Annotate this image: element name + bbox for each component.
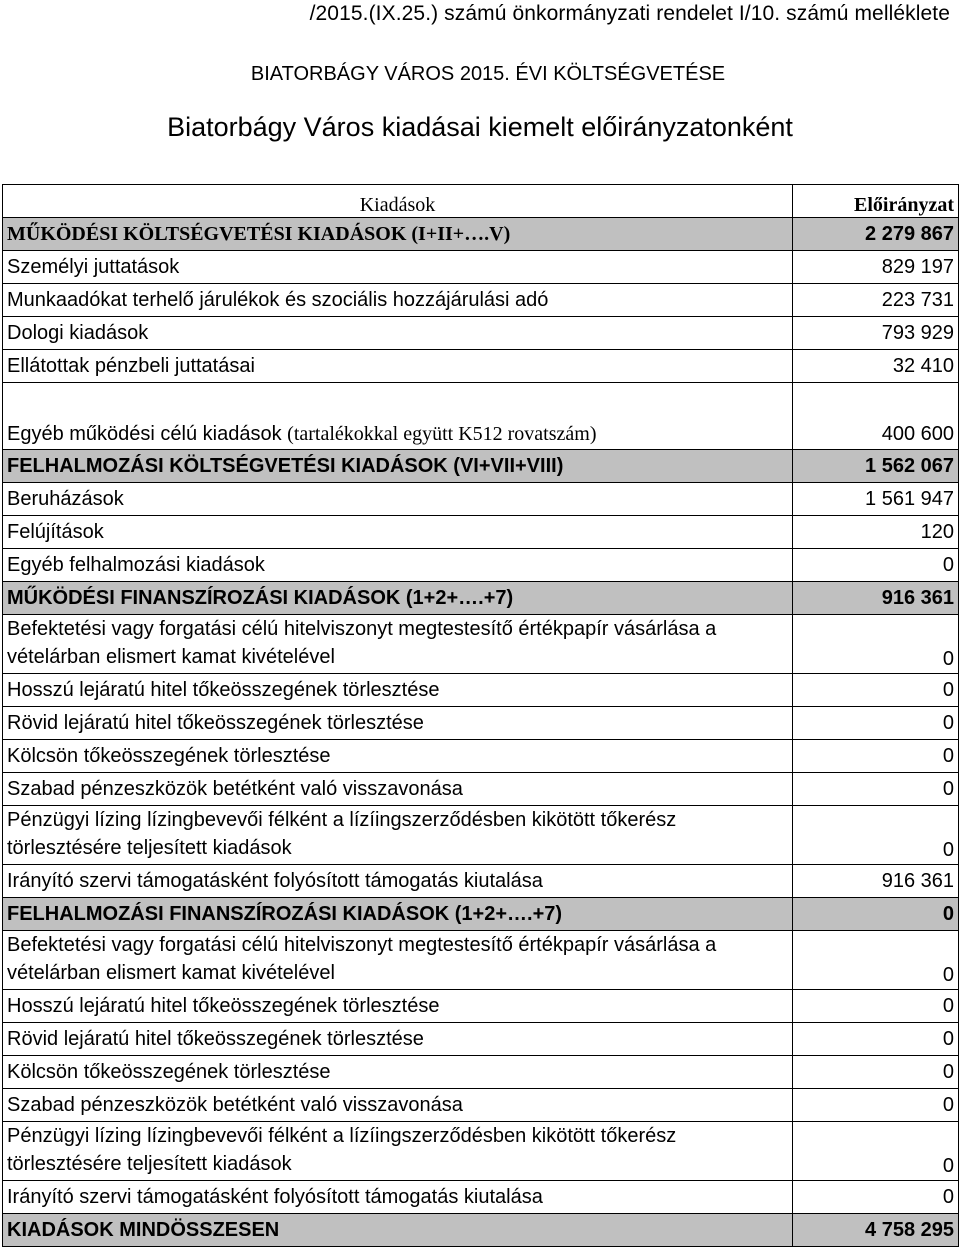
table-row bbox=[3, 865, 959, 898]
table-row bbox=[3, 615, 959, 674]
row-label: Szabad pénzeszközök betétként való visszavonása bbox=[3, 1089, 793, 1122]
row-amount: 0 bbox=[793, 931, 959, 990]
row-label: Szabad pénzeszközök betétként való visszavonása bbox=[3, 773, 793, 806]
row-amount: 793 929 bbox=[793, 317, 959, 350]
table-header-row bbox=[3, 185, 959, 218]
row-amount: 0 bbox=[793, 615, 959, 674]
row-label: FELHALMOZÁSI KÖLTSÉGVETÉSI KIADÁSOK (VI+VII+VIII) bbox=[3, 450, 793, 483]
row-label: Egyéb felhalmozási kiadások bbox=[3, 549, 793, 582]
header-amount: Előirányzat bbox=[793, 185, 959, 218]
total-amount: 4 758 295 bbox=[793, 1214, 959, 1247]
row-amount: 0 bbox=[793, 1056, 959, 1089]
table-row bbox=[3, 806, 959, 865]
row-amount: 0 bbox=[793, 549, 959, 582]
row-label: FELHALMOZÁSI FINANSZÍROZÁSI KIADÁSOK (1+2+….+7) bbox=[3, 898, 793, 931]
row-label: Beruházások bbox=[3, 483, 793, 516]
table-row bbox=[3, 582, 959, 615]
row-label: Hosszú lejáratú hitel tőkeösszegének törlesztése bbox=[3, 674, 793, 707]
row-label: Pénzügyi lízing lízingbevevői félként a lízíingszerződésben kikötött tőkerész törlesztésére teljesített kiadások bbox=[3, 1122, 793, 1181]
row-label-part: Egyéb működési célú kiadások bbox=[7, 423, 288, 445]
row-amount: 32 410 bbox=[793, 350, 959, 383]
table-row bbox=[3, 740, 959, 773]
row-label: Dologi kiadások bbox=[3, 317, 793, 350]
table-row bbox=[3, 1023, 959, 1056]
row-amount: 916 361 bbox=[793, 865, 959, 898]
table-row bbox=[3, 674, 959, 707]
document-subtitle: BIATORBÁGY VÁROS 2015. ÉVI KÖLTSÉGVETÉSE bbox=[250, 63, 726, 85]
row-amount: 0 bbox=[793, 990, 959, 1023]
row-amount: 829 197 bbox=[793, 251, 959, 284]
table-row bbox=[3, 251, 959, 284]
row-amount: 223 731 bbox=[793, 284, 959, 317]
table-row bbox=[3, 898, 959, 931]
row-label: Ellátottak pénzbeli juttatásai bbox=[3, 350, 793, 383]
table-row bbox=[3, 1122, 959, 1181]
total-label: KIADÁSOK MINDÖSSZESEN bbox=[3, 1214, 793, 1247]
table-row bbox=[3, 317, 959, 350]
row-amount: 0 bbox=[793, 898, 959, 931]
table-row bbox=[3, 284, 959, 317]
row-label bbox=[3, 383, 793, 450]
row-amount: 0 bbox=[793, 1023, 959, 1056]
table-row bbox=[3, 1181, 959, 1214]
table-row bbox=[3, 549, 959, 582]
row-label: Befektetési vagy forgatási célú hitelviszonyt megtestesítő értékpapír vásárlása a vételárban elismert kamat kivételével bbox=[3, 931, 793, 990]
row-amount: 0 bbox=[793, 740, 959, 773]
row-label: MŰKÖDÉSI KÖLTSÉGVETÉSI KIADÁSOK (I+II+….V) bbox=[3, 218, 793, 251]
row-amount: 1 562 067 bbox=[793, 450, 959, 483]
row-amount: 0 bbox=[793, 806, 959, 865]
table-row bbox=[3, 383, 959, 450]
table-row bbox=[3, 1089, 959, 1122]
row-label-part: (tartalékokkal együtt K512 rovatszám) bbox=[287, 423, 597, 445]
table-row bbox=[3, 350, 959, 383]
row-label: Felújítások bbox=[3, 516, 793, 549]
row-label: Rövid lejáratú hitel tőkeösszegének törlesztése bbox=[3, 707, 793, 740]
table-row bbox=[3, 218, 959, 251]
row-label: Személyi juttatások bbox=[3, 251, 793, 284]
row-label: Rövid lejáratú hitel tőkeösszegének törlesztése bbox=[3, 1023, 793, 1056]
row-amount: 0 bbox=[793, 1089, 959, 1122]
row-amount: 0 bbox=[793, 674, 959, 707]
row-label: MŰKÖDÉSI FINANSZÍROZÁSI KIADÁSOK (1+2+….+7) bbox=[3, 582, 793, 615]
table-row bbox=[3, 773, 959, 806]
row-label: Pénzügyi lízing lízingbevevői félként a lízíingszerződésben kikötött tőkerész törlesztésére teljesített kiadások bbox=[3, 806, 793, 865]
row-amount: 0 bbox=[793, 773, 959, 806]
table-row bbox=[3, 450, 959, 483]
table-row bbox=[3, 483, 959, 516]
row-amount: 400 600 bbox=[793, 383, 959, 450]
document-title: Biatorbágy Város kiadásai kiemelt előirányzatonként bbox=[167, 112, 793, 142]
row-label: Befektetési vagy forgatási célú hitelviszonyt megtestesítő értékpapír vásárlása a vételárban elismert kamat kivételével bbox=[3, 615, 793, 674]
table-row bbox=[3, 707, 959, 740]
document-reference: /2015.(IX.25.) számú önkormányzati rendelet I/10. számú melléklete bbox=[309, 2, 950, 25]
table-row bbox=[3, 990, 959, 1023]
row-label: Hosszú lejáratú hitel tőkeösszegének törlesztése bbox=[3, 990, 793, 1023]
row-amount: 1 561 947 bbox=[793, 483, 959, 516]
row-label: Munkaadókat terhelő járulékok és szociális hozzájárulási adó bbox=[3, 284, 793, 317]
row-amount: 120 bbox=[793, 516, 959, 549]
row-label: Irányító szervi támogatásként folyósított támogatás kiutalása bbox=[3, 1181, 793, 1214]
row-amount: 0 bbox=[793, 1122, 959, 1181]
row-amount: 0 bbox=[793, 1181, 959, 1214]
row-amount: 2 279 867 bbox=[793, 218, 959, 251]
row-label: Kölcsön tőkeösszegének törlesztése bbox=[3, 1056, 793, 1089]
header-label: Kiadások bbox=[3, 185, 793, 218]
table-row bbox=[3, 931, 959, 990]
row-amount: 916 361 bbox=[793, 582, 959, 615]
row-amount: 0 bbox=[793, 707, 959, 740]
table-row bbox=[3, 516, 959, 549]
table-row bbox=[3, 1056, 959, 1089]
row-label: Kölcsön tőkeösszegének törlesztése bbox=[3, 740, 793, 773]
table-total-row bbox=[3, 1214, 959, 1247]
budget-table bbox=[2, 184, 959, 1247]
row-label: Irányító szervi támogatásként folyósított támogatás kiutalása bbox=[3, 865, 793, 898]
